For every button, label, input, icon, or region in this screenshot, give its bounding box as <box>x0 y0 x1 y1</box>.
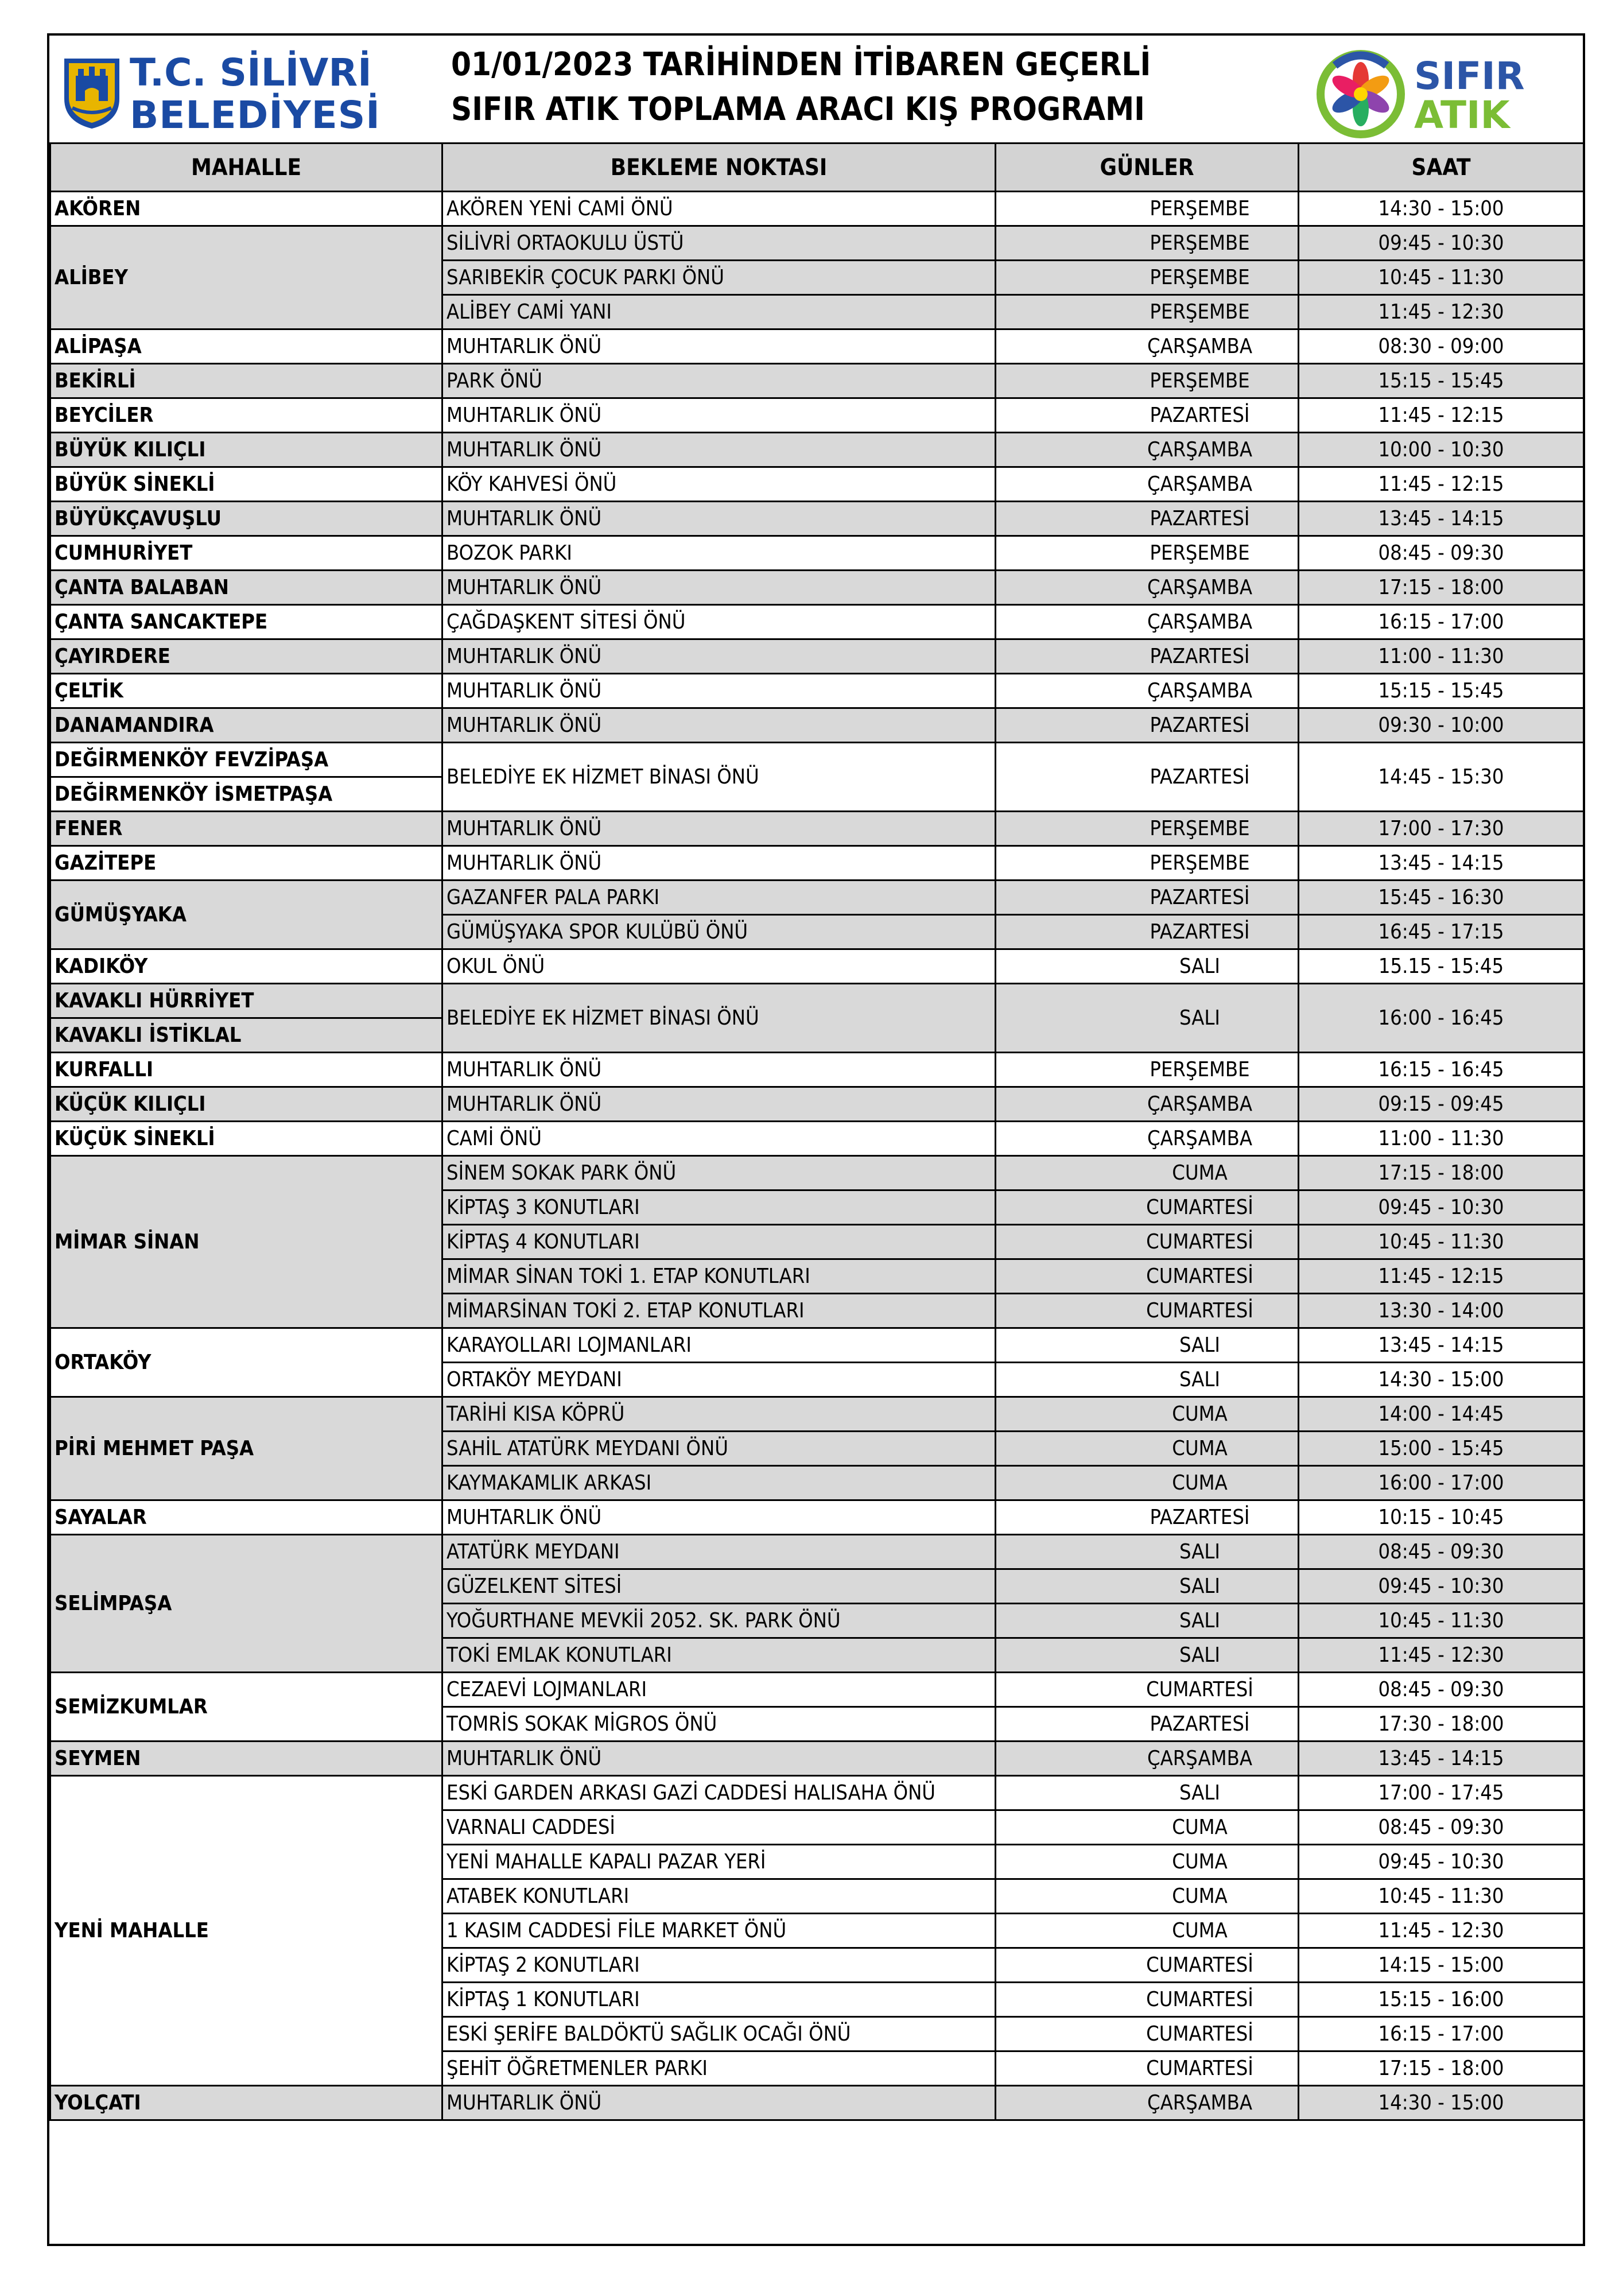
bekleme-noktasi-cell: OKUL ÖNÜ <box>442 949 996 984</box>
saat-cell: 14:30 - 15:00 <box>1299 1363 1584 1397</box>
saat-cell: 11:45 - 12:30 <box>1299 1914 1584 1948</box>
document-header <box>49 36 1583 145</box>
table-row <box>51 398 1584 433</box>
saat-cell: 15.15 - 15:45 <box>1299 949 1584 984</box>
gun-cell: PERŞEMBE <box>996 364 1299 398</box>
bekleme-noktasi-cell: MUHTARLIK ÖNÜ <box>442 708 996 743</box>
bekleme-noktasi-cell: MİMARSİNAN TOKİ 2. ETAP KONUTLARI <box>442 1294 996 1328</box>
mahalle-cell: KAVAKLI İSTİKLAL <box>51 1018 442 1053</box>
bekleme-noktasi-cell: MUHTARLIK ÖNÜ <box>442 1742 996 1776</box>
bekleme-noktasi-cell: ALİBEY CAMİ YANI <box>442 295 996 329</box>
saat-cell: 14:00 - 14:45 <box>1299 1397 1584 1432</box>
saat-cell: 16:00 - 17:00 <box>1299 1466 1584 1500</box>
mahalle-cell: KADIKÖY <box>51 949 442 984</box>
saat-cell: 10:45 - 11:30 <box>1299 1604 1584 1638</box>
bekleme-noktasi-cell: KİPTAŞ 2 KONUTLARI <box>442 1948 996 1983</box>
table-row <box>51 192 1584 226</box>
table-row <box>51 949 1584 984</box>
gun-cell: PERŞEMBE <box>996 192 1299 226</box>
saat-cell: 13:45 - 14:15 <box>1299 502 1584 536</box>
gun-cell: CUMARTESİ <box>996 2017 1299 2051</box>
gun-cell: PAZARTESİ <box>996 881 1299 915</box>
silivri-emblem-icon <box>62 53 122 130</box>
saat-cell: 09:15 - 09:45 <box>1299 1087 1584 1122</box>
gun-cell: PAZARTESİ <box>996 398 1299 433</box>
bekleme-noktasi-cell: SAHİL ATATÜRK MEYDANI ÖNÜ <box>442 1432 996 1466</box>
bekleme-noktasi-cell: KARAYOLLARI LOJMANLARI <box>442 1328 996 1363</box>
bekleme-noktasi-cell: KÖY KAHVESİ ÖNÜ <box>442 467 996 502</box>
mahalle-cell: KÜÇÜK KILIÇLI <box>51 1087 442 1122</box>
saat-cell: 15:00 - 15:45 <box>1299 1432 1584 1466</box>
bekleme-noktasi-cell: CAMİ ÖNÜ <box>442 1122 996 1156</box>
gun-cell: PAZARTESİ <box>996 743 1299 812</box>
saat-cell: 14:30 - 15:00 <box>1299 2086 1584 2120</box>
table-row <box>51 1742 1584 1776</box>
gun-cell: ÇARŞAMBA <box>996 571 1299 605</box>
table-row <box>51 571 1584 605</box>
bekleme-noktasi-cell: MUHTARLIK ÖNÜ <box>442 398 996 433</box>
mahalle-cell: FENER <box>51 812 442 846</box>
mahalle-cell: YENİ MAHALLE <box>51 1776 442 2086</box>
gun-cell: CUMA <box>996 1810 1299 1845</box>
saat-cell: 11:00 - 11:30 <box>1299 639 1584 674</box>
bekleme-noktasi-cell: PARK ÖNÜ <box>442 364 996 398</box>
column-header-bekleme-noktasi: BEKLEME NOKTASI <box>442 144 996 192</box>
gun-cell: ÇARŞAMBA <box>996 467 1299 502</box>
table-row <box>51 1087 1584 1122</box>
table-row <box>51 1328 1584 1363</box>
table-row <box>51 812 1584 846</box>
mahalle-cell: AKÖREN <box>51 192 442 226</box>
sifir-logo-line2: ATIK <box>1414 93 1510 137</box>
sifir-logo-line1: SIFIR <box>1414 54 1525 98</box>
bekleme-noktasi-cell: MUHTARLIK ÖNÜ <box>442 674 996 708</box>
saat-cell: 08:30 - 09:00 <box>1299 329 1584 364</box>
saat-cell: 14:15 - 15:00 <box>1299 1948 1584 1983</box>
mahalle-cell: ALİBEY <box>51 226 442 329</box>
mahalle-cell: ÇANTA BALABAN <box>51 571 442 605</box>
gun-cell: CUMARTESİ <box>996 2051 1299 2086</box>
saat-cell: 16:15 - 17:00 <box>1299 605 1584 639</box>
gun-cell: ÇARŞAMBA <box>996 674 1299 708</box>
bekleme-noktasi-cell: YOĞURTHANE MEVKİİ 2052. SK. PARK ÖNÜ <box>442 1604 996 1638</box>
bekleme-noktasi-cell: MUHTARLIK ÖNÜ <box>442 502 996 536</box>
bekleme-noktasi-cell: ESKİ ŞERİFE BALDÖKTÜ SAĞLIK OCAĞI ÖNÜ <box>442 2017 996 2051</box>
table-row <box>51 674 1584 708</box>
saat-cell: 13:45 - 14:15 <box>1299 1742 1584 1776</box>
saat-cell: 14:30 - 15:00 <box>1299 192 1584 226</box>
gun-cell: PAZARTESİ <box>996 502 1299 536</box>
gun-cell: PERŞEMBE <box>996 261 1299 295</box>
saat-cell: 13:30 - 14:00 <box>1299 1294 1584 1328</box>
gun-cell: ÇARŞAMBA <box>996 329 1299 364</box>
bekleme-noktasi-cell: ATATÜRK MEYDANI <box>442 1535 996 1569</box>
saat-cell: 14:45 - 15:30 <box>1299 743 1584 812</box>
saat-cell: 17:15 - 18:00 <box>1299 2051 1584 2086</box>
mahalle-cell: SEYMEN <box>51 1742 442 1776</box>
table-row <box>51 536 1584 571</box>
saat-cell: 09:45 - 10:30 <box>1299 1190 1584 1225</box>
column-header-saat: SAAT <box>1299 144 1584 192</box>
gun-cell: CUMA <box>996 1397 1299 1432</box>
saat-cell: 15:15 - 16:00 <box>1299 1983 1584 2017</box>
saat-cell: 08:45 - 09:30 <box>1299 536 1584 571</box>
gun-cell: PAZARTESİ <box>996 708 1299 743</box>
saat-cell: 11:45 - 12:15 <box>1299 1259 1584 1294</box>
table-row <box>51 433 1584 467</box>
bekleme-noktasi-cell: MUHTARLIK ÖNÜ <box>442 1053 996 1087</box>
bekleme-noktasi-cell: ŞEHİT ÖĞRETMENLER PARKI <box>442 2051 996 2086</box>
bekleme-noktasi-cell: MUHTARLIK ÖNÜ <box>442 639 996 674</box>
table-row <box>51 502 1584 536</box>
gun-cell: CUMARTESİ <box>996 1259 1299 1294</box>
table-row <box>51 467 1584 502</box>
saat-cell: 15:15 - 15:45 <box>1299 364 1584 398</box>
bekleme-noktasi-cell: KİPTAŞ 1 KONUTLARI <box>442 1983 996 2017</box>
bekleme-noktasi-cell: MUHTARLIK ÖNÜ <box>442 329 996 364</box>
bekleme-noktasi-cell: MUHTARLIK ÖNÜ <box>442 1500 996 1535</box>
bekleme-noktasi-cell: BELEDİYE EK HİZMET BİNASI ÖNÜ <box>442 743 996 812</box>
mahalle-cell: SAYALAR <box>51 1500 442 1535</box>
saat-cell: 10:00 - 10:30 <box>1299 433 1584 467</box>
bekleme-noktasi-cell: YENİ MAHALLE KAPALI PAZAR YERİ <box>442 1845 996 1879</box>
saat-cell: 10:45 - 11:30 <box>1299 261 1584 295</box>
table-row <box>51 364 1584 398</box>
saat-cell: 16:00 - 16:45 <box>1299 984 1584 1053</box>
bekleme-noktasi-cell: MUHTARLIK ÖNÜ <box>442 812 996 846</box>
table-row <box>51 2086 1584 2120</box>
saat-cell: 16:15 - 16:45 <box>1299 1053 1584 1087</box>
table-row <box>51 846 1584 881</box>
mahalle-cell: ÇELTİK <box>51 674 442 708</box>
gun-cell: SALI <box>996 1604 1299 1638</box>
table-row <box>51 708 1584 743</box>
bekleme-noktasi-cell: MUHTARLIK ÖNÜ <box>442 1087 996 1122</box>
bekleme-noktasi-cell: KİPTAŞ 3 KONUTLARI <box>442 1190 996 1225</box>
schedule-sheet <box>47 33 1585 2246</box>
bekleme-noktasi-cell: MİMAR SİNAN TOKİ 1. ETAP KONUTLARI <box>442 1259 996 1294</box>
gun-cell: PERŞEMBE <box>996 295 1299 329</box>
mahalle-cell: BÜYÜK SİNEKLİ <box>51 467 442 502</box>
silivri-logo-line2: BELEDİYESİ <box>130 93 380 137</box>
table-row <box>51 1535 1584 1569</box>
gun-cell: SALI <box>996 1638 1299 1673</box>
saat-cell: 10:15 - 10:45 <box>1299 1500 1584 1535</box>
gun-cell: SALI <box>996 1535 1299 1569</box>
saat-cell: 11:00 - 11:30 <box>1299 1122 1584 1156</box>
table-row <box>51 743 1584 777</box>
saat-cell: 09:30 - 10:00 <box>1299 708 1584 743</box>
gun-cell: CUMARTESİ <box>996 1983 1299 2017</box>
bekleme-noktasi-cell: GÜMÜŞYAKA SPOR KULÜBÜ ÖNÜ <box>442 915 996 949</box>
gun-cell: PAZARTESİ <box>996 1707 1299 1742</box>
gun-cell: PERŞEMBE <box>996 1053 1299 1087</box>
mahalle-cell: DEĞİRMENKÖY İSMETPAŞA <box>51 777 442 812</box>
bekleme-noktasi-cell: MUHTARLIK ÖNÜ <box>442 571 996 605</box>
bekleme-noktasi-cell: ESKİ GARDEN ARKASI GAZİ CADDESİ HALISAHA ÖNÜ <box>442 1776 996 1810</box>
gun-cell: SALI <box>996 1328 1299 1363</box>
saat-cell: 09:45 - 10:30 <box>1299 1569 1584 1604</box>
gun-cell: CUMA <box>996 1156 1299 1190</box>
gun-cell: CUMARTESİ <box>996 1294 1299 1328</box>
gun-cell: PAZARTESİ <box>996 639 1299 674</box>
mahalle-cell: PİRİ MEHMET PAŞA <box>51 1397 442 1500</box>
gun-cell: PERŞEMBE <box>996 536 1299 571</box>
bekleme-noktasi-cell: MUHTARLIK ÖNÜ <box>442 433 996 467</box>
gun-cell: CUMA <box>996 1914 1299 1948</box>
bekleme-noktasi-cell: VARNALI CADDESİ <box>442 1810 996 1845</box>
table-row <box>51 639 1584 674</box>
mahalle-cell: YOLÇATI <box>51 2086 442 2120</box>
table-row <box>51 226 1584 261</box>
mahalle-cell: BEYCİLER <box>51 398 442 433</box>
gun-cell: SALI <box>996 1776 1299 1810</box>
saat-cell: 16:45 - 17:15 <box>1299 915 1584 949</box>
mahalle-cell: ALİPAŞA <box>51 329 442 364</box>
bekleme-noktasi-cell: ATABEK KONUTLARI <box>442 1879 996 1914</box>
saat-cell: 17:15 - 18:00 <box>1299 571 1584 605</box>
gun-cell: CUMARTESİ <box>996 1190 1299 1225</box>
bekleme-noktasi-cell: MUHTARLIK ÖNÜ <box>442 2086 996 2120</box>
saat-cell: 11:45 - 12:15 <box>1299 398 1584 433</box>
schedule-table <box>49 142 1585 2121</box>
document-title-line1: 01/01/2023 TARİHİNDEN İTİBAREN GEÇERLİ <box>451 46 1151 83</box>
bekleme-noktasi-cell: BELEDİYE EK HİZMET BİNASI ÖNÜ <box>442 984 996 1053</box>
gun-cell: PAZARTESİ <box>996 1500 1299 1535</box>
mahalle-cell: BÜYÜK KILIÇLI <box>51 433 442 467</box>
gun-cell: ÇARŞAMBA <box>996 605 1299 639</box>
mahalle-cell: ÇANTA SANCAKTEPE <box>51 605 442 639</box>
mahalle-cell: CUMHURİYET <box>51 536 442 571</box>
document-title-line2: SIFIR ATIK TOPLAMA ARACI KIŞ PROGRAMI <box>451 91 1145 128</box>
table-row <box>51 1053 1584 1087</box>
saat-cell: 09:45 - 10:30 <box>1299 1845 1584 1879</box>
saat-cell: 08:45 - 09:30 <box>1299 1673 1584 1707</box>
mahalle-cell: KAVAKLI HÜRRİYET <box>51 984 442 1018</box>
gun-cell: PERŞEMBE <box>996 812 1299 846</box>
gun-cell: CUMARTESİ <box>996 1673 1299 1707</box>
gun-cell: PERŞEMBE <box>996 226 1299 261</box>
bekleme-noktasi-cell: CEZAEVİ LOJMANLARI <box>442 1673 996 1707</box>
mahalle-cell: DEĞİRMENKÖY FEVZİPAŞA <box>51 743 442 777</box>
saat-cell: 11:45 - 12:30 <box>1299 1638 1584 1673</box>
mahalle-cell: KURFALLI <box>51 1053 442 1087</box>
saat-cell: 17:00 - 17:30 <box>1299 812 1584 846</box>
bekleme-noktasi-cell: KİPTAŞ 4 KONUTLARI <box>442 1225 996 1259</box>
schedule-table-body <box>51 192 1584 2120</box>
saat-cell: 17:15 - 18:00 <box>1299 1156 1584 1190</box>
gun-cell: SALI <box>996 1363 1299 1397</box>
bekleme-noktasi-cell: GAZANFER PALA PARKI <box>442 881 996 915</box>
saat-cell: 11:45 - 12:30 <box>1299 295 1584 329</box>
saat-cell: 08:45 - 09:30 <box>1299 1535 1584 1569</box>
table-header-row <box>51 144 1584 192</box>
table-row <box>51 605 1584 639</box>
bekleme-noktasi-cell: SARIBEKİR ÇOCUK PARKI ÖNÜ <box>442 261 996 295</box>
mahalle-cell: GAZİTEPE <box>51 846 442 881</box>
sifir-atik-flower-icon <box>1312 48 1410 140</box>
table-row <box>51 1776 1584 1810</box>
bekleme-noktasi-cell: BOZOK PARKI <box>442 536 996 571</box>
gun-cell: PAZARTESİ <box>996 915 1299 949</box>
bekleme-noktasi-cell: TARİHİ KISA KÖPRÜ <box>442 1397 996 1432</box>
gun-cell: CUMA <box>996 1432 1299 1466</box>
saat-cell: 08:45 - 09:30 <box>1299 1810 1584 1845</box>
gun-cell: ÇARŞAMBA <box>996 2086 1299 2120</box>
gun-cell: CUMARTESİ <box>996 1948 1299 1983</box>
gun-cell: PERŞEMBE <box>996 846 1299 881</box>
table-row <box>51 329 1584 364</box>
silivri-municipality-logo <box>62 48 383 137</box>
mahalle-cell: SELİMPAŞA <box>51 1535 442 1673</box>
column-header-gunler: GÜNLER <box>996 144 1299 192</box>
sifir-atik-logo <box>1312 42 1576 140</box>
bekleme-noktasi-cell: ÇAĞDAŞKENT SİTESİ ÖNÜ <box>442 605 996 639</box>
column-header-mahalle: MAHALLE <box>51 144 442 192</box>
gun-cell: ÇARŞAMBA <box>996 1742 1299 1776</box>
saat-cell: 13:45 - 14:15 <box>1299 1328 1584 1363</box>
mahalle-cell: BEKİRLİ <box>51 364 442 398</box>
mahalle-cell: SEMİZKUMLAR <box>51 1673 442 1742</box>
gun-cell: CUMARTESİ <box>996 1225 1299 1259</box>
table-row <box>51 1673 1584 1707</box>
silivri-logo-line1: T.C. SİLİVRİ <box>130 51 372 95</box>
mahalle-cell: ORTAKÖY <box>51 1328 442 1397</box>
saat-cell: 17:30 - 18:00 <box>1299 1707 1584 1742</box>
mahalle-cell: DANAMANDIRA <box>51 708 442 743</box>
bekleme-noktasi-cell: MUHTARLIK ÖNÜ <box>442 846 996 881</box>
saat-cell: 16:15 - 17:00 <box>1299 2017 1584 2051</box>
saat-cell: 15:15 - 15:45 <box>1299 674 1584 708</box>
saat-cell: 10:45 - 11:30 <box>1299 1225 1584 1259</box>
mahalle-cell: ÇAYIRDERE <box>51 639 442 674</box>
gun-cell: ÇARŞAMBA <box>996 433 1299 467</box>
gun-cell: ÇARŞAMBA <box>996 1122 1299 1156</box>
bekleme-noktasi-cell: SİLİVRİ ORTAOKULU ÜSTÜ <box>442 226 996 261</box>
table-row <box>51 1500 1584 1535</box>
gun-cell: SALI <box>996 949 1299 984</box>
table-row <box>51 1156 1584 1190</box>
gun-cell: SALI <box>996 1569 1299 1604</box>
table-row <box>51 1397 1584 1432</box>
mahalle-cell: KÜÇÜK SİNEKLİ <box>51 1122 442 1156</box>
saat-cell: 13:45 - 14:15 <box>1299 846 1584 881</box>
gun-cell: SALI <box>996 984 1299 1053</box>
saat-cell: 10:45 - 11:30 <box>1299 1879 1584 1914</box>
bekleme-noktasi-cell: KAYMAKAMLIK ARKASI <box>442 1466 996 1500</box>
mahalle-cell: GÜMÜŞYAKA <box>51 881 442 949</box>
bekleme-noktasi-cell: AKÖREN YENİ CAMİ ÖNÜ <box>442 192 996 226</box>
gun-cell: CUMA <box>996 1879 1299 1914</box>
table-row <box>51 984 1584 1018</box>
bekleme-noktasi-cell: GÜZELKENT SİTESİ <box>442 1569 996 1604</box>
gun-cell: ÇARŞAMBA <box>996 1087 1299 1122</box>
saat-cell: 17:00 - 17:45 <box>1299 1776 1584 1810</box>
saat-cell: 11:45 - 12:15 <box>1299 467 1584 502</box>
bekleme-noktasi-cell: TOMRİS SOKAK MİGROS ÖNÜ <box>442 1707 996 1742</box>
saat-cell: 09:45 - 10:30 <box>1299 226 1584 261</box>
bekleme-noktasi-cell: ORTAKÖY MEYDANI <box>442 1363 996 1397</box>
mahalle-cell: MİMAR SİNAN <box>51 1156 442 1328</box>
mahalle-cell: BÜYÜKÇAVUŞLU <box>51 502 442 536</box>
bekleme-noktasi-cell: 1 KASIM CADDESİ FİLE MARKET ÖNÜ <box>442 1914 996 1948</box>
bekleme-noktasi-cell: TOKİ EMLAK KONUTLARI <box>442 1638 996 1673</box>
saat-cell: 15:45 - 16:30 <box>1299 881 1584 915</box>
table-row <box>51 1122 1584 1156</box>
bekleme-noktasi-cell: SİNEM SOKAK PARK ÖNÜ <box>442 1156 996 1190</box>
gun-cell: CUMA <box>996 1845 1299 1879</box>
table-row <box>51 881 1584 915</box>
gun-cell: CUMA <box>996 1466 1299 1500</box>
